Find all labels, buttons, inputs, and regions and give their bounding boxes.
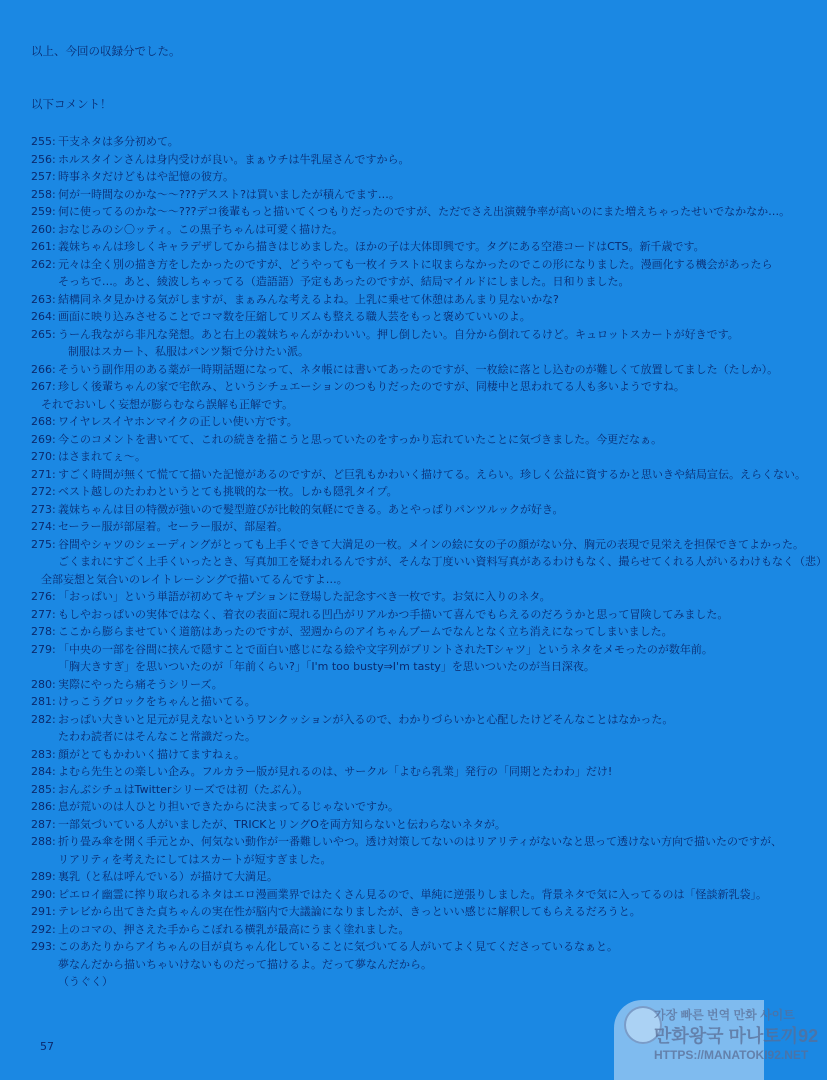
comment-line (31, 553, 827, 571)
comment-line (31, 238, 751, 256)
comment-line (31, 483, 751, 501)
watermark-line-3: HTTPS://MANATOKI92.NET (654, 1048, 809, 1062)
comment-line (31, 413, 751, 431)
comment-line (31, 168, 751, 186)
comment-line (31, 588, 751, 606)
comment-number: 285: (31, 782, 56, 796)
comment-text: 義妹ちゃんは珍しくキャラデザしてから描きはじめました。ほかの子は大体即興です。タグにある空港コードはCTS。新千歳です。 (58, 240, 705, 253)
comment-number: 268: (31, 415, 56, 428)
comment-number: 263: (31, 292, 56, 306)
comment-number: 289: (31, 870, 56, 883)
comment-line (31, 641, 751, 659)
comment-line (31, 868, 751, 886)
comment-line (31, 606, 751, 624)
comment-text: 画面に映り込みさせることでコマ数を圧縮してリズムも整える職人芸をもっと褒めていいのよ。 (58, 310, 531, 323)
comment-text: 何に使ってるのかな～～???デコ後輩もっと描いてくつもりだったのですが、ただでさえ出演競争率が高いのにまた増えちゃったせいでなかなか…。 (58, 205, 791, 218)
comment-text: 「中央の一部を谷間に挟んで隠すことで面白い感じになる絵や文字列がプリントされたTシャツ」というネタをメモったのが数年前。 (58, 642, 713, 656)
comment-line (31, 291, 751, 309)
comment-number: 272: (31, 485, 56, 498)
comment-number: 267: (31, 380, 56, 393)
comment-number: 283: (31, 747, 56, 761)
comments-heading: 以下コメント！ (31, 97, 112, 111)
comment-text: そっちで…。あと、綾波しちゃってる（造語語）予定もあったのですが、結局マイルドにしました。日和りました。 (58, 275, 630, 288)
comment-number: 255: (31, 135, 56, 148)
comment-text: 息が荒いのは人ひとり担いできたからに決まってるじゃないですか。 (58, 800, 399, 813)
comment-line (31, 676, 751, 694)
comment-text: ベスト越しのたわわというとても挑戦的な一枚。しかも隠乳タイプ。 (58, 485, 398, 498)
comment-number: 280: (31, 677, 56, 691)
comment-text: 時事ネタだけどもはや記憶の彼方。 (58, 170, 234, 183)
comment-number: 290: (31, 887, 56, 901)
comment-number: 291: (31, 905, 56, 918)
comment-number: 258: (31, 187, 56, 201)
comment-list (31, 133, 827, 991)
comment-line (31, 956, 751, 974)
comment-line (31, 851, 751, 869)
comment-number: 274: (31, 520, 56, 533)
comment-text: 全部妄想と気合いのレイトレーシングで描いてるんですよ…。 (41, 572, 348, 586)
comment-line (31, 151, 751, 169)
comment-text: 珍しく後輩ちゃんの家で宅飲み、というシチュエーションのつもりだったのですが、同棲中と思われてる人も多いようですね。 (58, 380, 685, 393)
comment-line (31, 431, 751, 449)
comment-text: 上のコマの、押さえた手からこぼれる横乳が最高にうまく塗れました。 (58, 922, 410, 936)
comment-text: 一部気づいている人がいましたが、TRICKとリングOを両方知らないと伝わらないネタが。 (58, 817, 506, 831)
comment-text: テレビから出てきた貞ちゃんの実在性が脳内で大議論になりましたが、きっといい感じに解釈してもらえるだろうと。 (58, 905, 641, 918)
comment-number: 261: (31, 240, 56, 253)
comment-text: 裏乳（と私は呼んでいる）が描けて大満足。 (58, 870, 278, 883)
comment-number: 271: (31, 467, 56, 481)
comment-number: 256: (31, 152, 56, 166)
comment-line (31, 343, 751, 361)
comment-text: ワイヤレスイヤホンマイクの正しい使い方です。 (58, 415, 298, 428)
comment-line (31, 623, 751, 641)
comment-line (31, 798, 751, 816)
comment-number: 278: (31, 625, 56, 638)
comment-number: 275: (31, 537, 56, 551)
comment-number: 281: (31, 695, 56, 708)
comment-text: 谷間やシャツのシェーディングがとっても上手くできて大満足の一枚。メインの絵に女の子の顔がない分、胸元の表現で見栄えを担保できてよかった。 (58, 537, 805, 551)
intro-heading: 以上、今回の収録分でした。 (31, 44, 181, 58)
comment-number: 284: (31, 765, 56, 778)
comment-line (31, 256, 773, 274)
comment-line (31, 378, 751, 396)
comment-text: おっぱい大きいと足元が見えないというワンクッションが入るので、わかりづらいかと心配したけどそんなことはなかった。 (58, 712, 674, 726)
comment-text: リアリティを考えたにしてはスカートが短すぎました。 (58, 852, 332, 866)
comment-text: 制服はスカート、私服はパンツ類で分けたい派。 (68, 345, 310, 358)
comment-text: 結構同ネタ見かける気がしますが、まぁみんな考えるよね。上乳に乗せて休憩はあんまり見ないかな? (58, 292, 559, 306)
comment-number: 269: (31, 432, 56, 446)
comment-number: 257: (31, 170, 56, 183)
comment-number: 265: (31, 327, 56, 341)
comment-text: このあたりからアイちゃんの目が貞ちゃん化していることに気づいてる人がいてよく見てくださっているなぁと。 (58, 940, 619, 953)
comment-line (31, 711, 751, 729)
comment-text: 義妹ちゃんは目の特徴が強いので髪型遊びが比較的気軽にできる。あとやっぱりパンツルックが好き。 (58, 502, 564, 516)
comment-line (31, 938, 751, 956)
comment-text: セーラー服が部屋着。セーラー服が、部屋着。 (58, 520, 289, 533)
comment-number: 293: (31, 940, 56, 953)
comment-number: 277: (31, 607, 56, 621)
comment-line (31, 658, 751, 676)
comment-line (31, 186, 751, 204)
comment-text: 干支ネタは多分初めて。 (58, 135, 179, 148)
watermark-line-2: 만화왕국 마나토끼92 (654, 1026, 819, 1046)
comment-text: おなじみのシ〇ッティ。この黒子ちゃんは可愛く描けた。 (58, 222, 344, 236)
comment-text: たわわ読者にはそんなこと常識だった。 (58, 730, 256, 743)
comment-text: 元々は全く別の描き方をしたかったのですが、どうやっても一枚イラストに収まらなかったのでこの形になりました。漫画化する機会があったら (58, 257, 773, 271)
comment-text: ごくまれにすごく上手くいったとき、写真加工を疑われるんですが、そんな丁度いい資料写真があるわけもなく、撮らせてくれる人がいるわけもなく（悲） (58, 555, 827, 568)
page-number: 57 (40, 1040, 54, 1053)
comment-line (31, 781, 751, 799)
comment-line (31, 273, 751, 291)
comment-line (31, 448, 751, 466)
comment-number: 286: (31, 800, 56, 813)
comment-text: もしやおっぱいの実体ではなく、着衣の表面に現れる凹凸がリアルかつ手描いて喜んでもらえるのだろうかと思って冒険してみました。 (58, 607, 729, 621)
comment-line (31, 746, 751, 764)
comment-line (31, 308, 751, 326)
comment-number: 273: (31, 502, 56, 516)
comment-text: ピエロイ幽霊に搾り取られるネタはエロ漫画業界ではたくさん見るので、単純に逆張りしました。背景ネタで気に入ってるのは「怪談新乳袋」。 (58, 887, 767, 901)
comment-line (31, 536, 805, 554)
comment-line (31, 763, 751, 781)
comment-line (31, 816, 751, 834)
comment-text: 「胸大きすぎ」を思いついたのが「年前くらい?」「I'm too busty⇒I'm tasty」を思いついたのが当日深夜。 (58, 660, 595, 673)
comment-number: 287: (31, 817, 56, 831)
comment-text: けっこうグロックをちゃんと描いてる。 (58, 695, 256, 708)
comment-number: 264: (31, 310, 56, 323)
comment-line (31, 833, 783, 851)
comment-number: 270: (31, 450, 56, 463)
comment-number: 260: (31, 222, 56, 236)
comment-text: 実際にやったら痛そうシリーズ。 (58, 677, 223, 691)
comment-text: （うぐく） (58, 975, 113, 988)
comment-line (31, 466, 806, 484)
comment-text: おんぶシチュはTwitterシリーズでは初（たぶん）。 (58, 782, 309, 796)
comment-text: ホルスタインさんは身内受けが良い。まぁウチは牛乳屋さんですから。 (58, 152, 410, 166)
comment-text: そういう副作用のある薬が一時期話題になって、ネタ帳には書いてあったのですが、一枚絵に落とし込むのが難しくて放置してました（たしか）。 (58, 362, 779, 376)
comment-line (31, 921, 751, 939)
comment-number: 282: (31, 712, 56, 726)
comment-text: 夢なんだから描いちゃいけないものだって描けるよ。だって夢なんだから。 (58, 957, 432, 971)
comment-line (31, 518, 751, 536)
comment-line (31, 133, 751, 151)
comment-line (31, 326, 751, 344)
comment-number: 288: (31, 835, 56, 848)
comment-line (31, 728, 751, 746)
comment-number: 266: (31, 362, 56, 376)
comment-line (31, 903, 751, 921)
comment-number: 276: (31, 590, 56, 603)
comment-text: 「おっぱい」という単語が初めてキャプションに登場した記念すべき一枚です。お気に入りのネタ。 (58, 590, 551, 603)
comment-text: すごく時間が無くて慌てて描いた記憶があるのですが、ど巨乳もかわいく描けてる。えらい。珍しく公益に資するかと思いきや結局宣伝。えらくない。 (58, 467, 806, 481)
comment-number: 292: (31, 922, 56, 936)
comment-line (31, 396, 751, 414)
comment-number: 259: (31, 205, 56, 218)
comment-text: それでおいしく妄想が膨らむなら誤解も正解です。 (41, 397, 294, 411)
comment-text: 何が一時間なのかな～～???デススト?は買いましたが積んでます…。 (58, 187, 400, 201)
comment-text: ここから膨らませていく道筋はあったのですが、翌週からのアイちゃんブームでなんとなく立ち消えになってしまいました。 (58, 625, 673, 638)
comment-line (31, 571, 751, 589)
comment-number: 262: (31, 257, 56, 271)
comment-line (31, 203, 791, 221)
comment-text: はさまれてぇ～。 (58, 450, 146, 463)
comment-line (31, 886, 767, 904)
comment-line (31, 361, 779, 379)
comment-text: 顔がとてもかわいく描けてますねぇ。 (58, 747, 245, 761)
comment-number: 279: (31, 642, 56, 656)
comment-text: うーん我ながら非凡な発想。あと右上の義妹ちゃんがかわいい。押し倒したい。自分から倒れてるけど。キュロットスカートが好きです。 (58, 327, 739, 341)
watermark (614, 1000, 819, 1080)
comment-text: よむら先生との楽しい企み。フルカラー版が見れるのは、サークル「よむら乳業」発行の「同期とたわわ」だけ! (58, 765, 613, 778)
comment-line (31, 221, 751, 239)
watermark-line-1: 가장 빠른 번역 만화 사이트 (654, 1008, 795, 1022)
comment-text: 折り畳み傘を開く手元とか、何気ない動作が一番難しいやつ。透け対策してないのはリアリティがないなと思って透けない方向で描いたのですが、 (58, 835, 783, 848)
comment-line (31, 501, 751, 519)
comment-text: 今このコメントを書いてて、これの続きを描こうと思っていたのをすっかり忘れていたことに気づきました。今更だなぁ。 (58, 432, 663, 446)
comment-line (31, 693, 751, 711)
comment-line (31, 973, 751, 991)
